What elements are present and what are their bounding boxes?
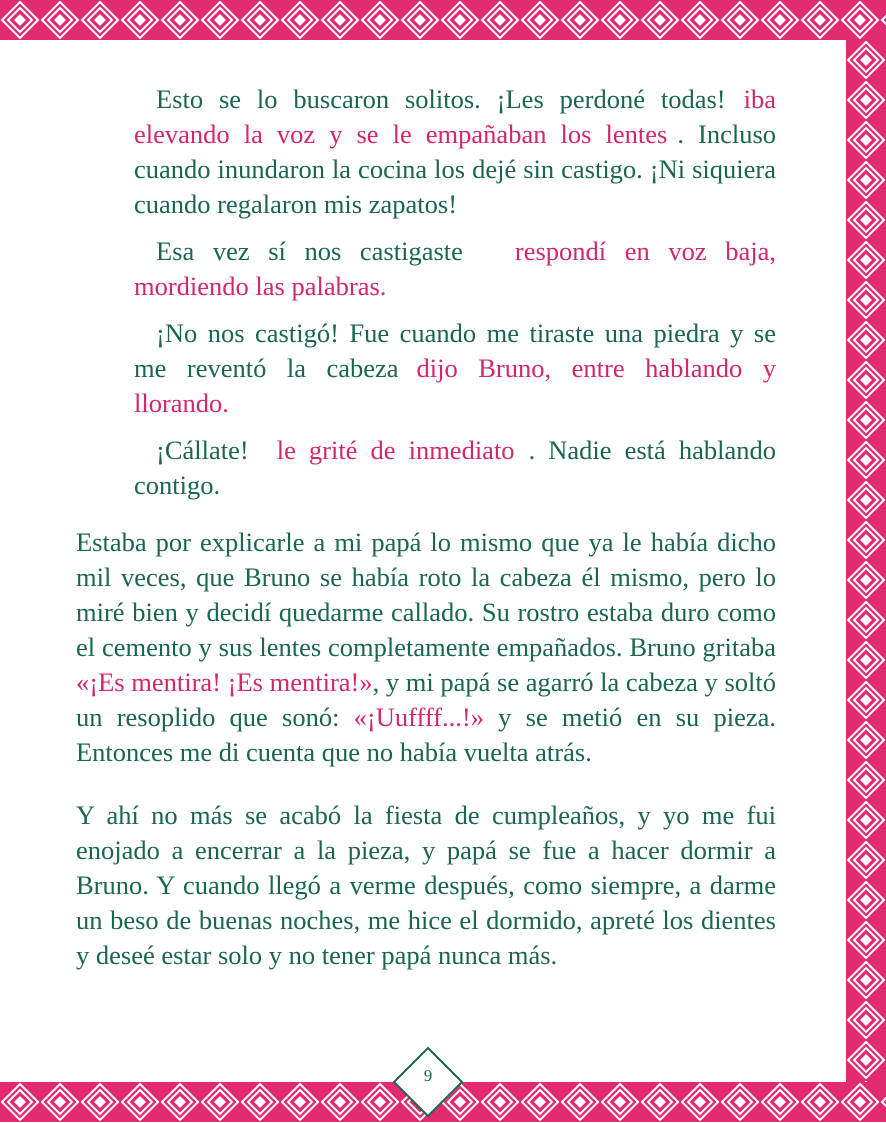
dialog-line: Esto se lo buscaron solitos. ¡Les perdoné todas! [156,84,726,114]
narrator-aside: dijo Bruno, entre hablando y llorando. [134,353,776,418]
dialog-line: . Incluso cuando inundaron la cocina los dejé sin castigo. ¡Ni siquiera cuando regalaron mis zapatos! [134,119,777,219]
dialog-line: ¡Cállate! [156,435,249,465]
narrative-paragraph [76,525,776,770]
narrator-aside: le grité de inmediato [276,435,515,465]
page-number: 9 [423,1066,433,1085]
dialog-paragraph [76,316,776,421]
narrative-text: , y mi papá se agarró la cabeza y soltó un resoplido que sonó: [76,667,776,732]
decorative-border-top [0,0,886,40]
quoted-shout: «¡Es mentira! ¡Es mentira!» [76,667,373,697]
quoted-sound: «¡Uuffff...!» [353,702,484,732]
dialog-paragraph [76,82,776,222]
dialog-line: Esa vez sí nos castigaste [156,236,463,266]
dialog-paragraph [76,234,776,304]
narrator-aside: respondí en voz baja, mordiendo las palabras. [134,236,776,301]
dialog-line: ¡No nos castigó! Fue cuando me tiraste una piedra y se me reventó la cabeza [134,318,776,383]
narrator-aside: iba elevando la voz y se le empañaban los lentes [134,84,776,149]
page-body [76,82,776,973]
decorative-border-right [846,40,886,1082]
dialog-paragraph [76,433,776,503]
page-number-badge [392,1046,464,1118]
narrative-text: y se metió en su pieza. Entonces me di cuenta que no había vuelta atrás. [76,702,777,767]
narrative-text: Estaba por explicarle a mi papá lo mismo que ya le había dicho mil veces, que Bruno se había roto la cabeza él mismo, pero lo miré bien y decidí quedarme callado. Su rostro estaba duro como el cemento y sus lentes completamente empañados. Bruno gritaba [76,527,776,662]
narrative-paragraph [76,798,776,973]
dialog-line: . Nadie está hablando contigo. [134,435,776,500]
narrative-text: Y ahí no más se acabó la fiesta de cumpleaños, y yo me fui enojado a encerrar a la pieza, y papá se fue a hacer dormir a Bruno. Y cuando llegó a verme después, como siempre, a darme un beso de buenas noches, me hice el dormido, apreté los dientes y deseé estar solo y no tener papá nunca más. [76,800,776,970]
